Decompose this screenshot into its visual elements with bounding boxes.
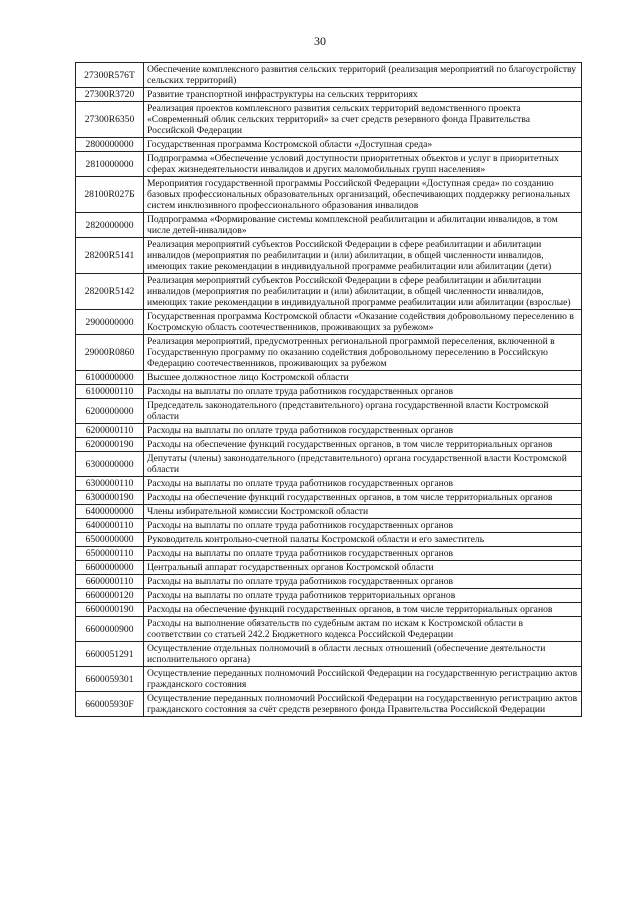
row-code: 6600000000 [76, 561, 144, 575]
row-code: 6600051291 [76, 642, 144, 667]
table-row [76, 561, 582, 575]
table-row [76, 603, 582, 617]
table-row [76, 477, 582, 491]
row-code: 6300000110 [76, 477, 144, 491]
row-code: 6600000110 [76, 575, 144, 589]
row-code: 6300000000 [76, 452, 144, 477]
row-description: Расходы на выплаты по оплате труда работников государственных органов [144, 547, 582, 561]
row-code: 6600000900 [76, 617, 144, 642]
row-code: 28100R027Б [76, 177, 144, 213]
row-description: Члены избирательной комиссии Костромской области [144, 505, 582, 519]
row-code: 6600059301 [76, 667, 144, 692]
row-code: 6400000110 [76, 519, 144, 533]
row-code: 6500000110 [76, 547, 144, 561]
table-row [76, 589, 582, 603]
row-description: Расходы на обеспечение функций государственных органов, в том числе территориальных органов [144, 438, 582, 452]
row-description: Мероприятия государственной программы Российской Федерации «Доступная среда» по созданию базовых профессиональных образовательных организаций, обеспечивающих поддержку региональных систем инклюзивного профессионального образования инвалидов [144, 177, 582, 213]
budget-classification-table [75, 62, 582, 717]
row-description: Осуществление переданных полномочий Российской Федерации на государственную регистрацию актов гражданского состояния [144, 667, 582, 692]
row-code: 28200R5141 [76, 238, 144, 274]
row-description: Руководитель контрольно-счетной палаты Костромской области и его заместитель [144, 533, 582, 547]
row-description: Реализация мероприятий субъектов Российской Федерации в сфере реабилитации и абилитации инвалидов (мероприятия по реабилитации и (или) абилитации, в общей численности инвалидов, имеющих такие рекомендации в индивидуальной программе реабилитации или абилитации (взрослые) [144, 274, 582, 310]
row-code: 6600000120 [76, 589, 144, 603]
table-row [76, 213, 582, 238]
row-code: 6400000000 [76, 505, 144, 519]
table-row [76, 642, 582, 667]
table-row [76, 533, 582, 547]
table-row [76, 424, 582, 438]
row-description: Расходы на обеспечение функций государственных органов, в том числе территориальных органов [144, 491, 582, 505]
table-row [76, 385, 582, 399]
table-row [76, 138, 582, 152]
row-code: 6300000190 [76, 491, 144, 505]
row-description: Реализация мероприятий, предусмотренных региональной программой переселения, включенной в Государственную программу по оказанию содействия добровольному переселению в Российскую Федерацию соотечественников, проживающих за рубежом [144, 335, 582, 371]
table-row [76, 238, 582, 274]
row-description: Осуществление переданных полномочий Российской Федерации на государственную регистрацию актов гражданского состояния за счёт средств резервного фонда Правительства Российской Федерации [144, 692, 582, 717]
row-description: Расходы на выплаты по оплате труда работников государственных органов [144, 519, 582, 533]
row-description: Государственная программа Костромской области «Доступная среда» [144, 138, 582, 152]
row-code: 2800000000 [76, 138, 144, 152]
table-row [76, 88, 582, 102]
row-description: Осуществление отдельных полномочий в области лесных отношений (обеспечение деятельности исполнительного органа) [144, 642, 582, 667]
table-row [76, 63, 582, 88]
row-description: Обеспечение комплексного развития сельских территорий (реализация мероприятий по благоустройству сельских территорий) [144, 63, 582, 88]
row-description: Государственная программа Костромской области «Оказание содействия добровольному переселению в Костромскую область соотечественников, проживающих за рубежом» [144, 310, 582, 335]
row-code: 660005930F [76, 692, 144, 717]
table-row [76, 371, 582, 385]
table-body [76, 63, 582, 717]
table-row [76, 177, 582, 213]
row-code: 27300R576T [76, 63, 144, 88]
row-code: 6200000110 [76, 424, 144, 438]
page-number: 30 [314, 34, 326, 48]
row-description: Расходы на выплаты по оплате труда работников государственных органов [144, 477, 582, 491]
table-row [76, 452, 582, 477]
row-code: 6200000190 [76, 438, 144, 452]
table-row [76, 399, 582, 424]
row-code: 2810000000 [76, 152, 144, 177]
row-code: 28200R5142 [76, 274, 144, 310]
table-row [76, 617, 582, 642]
row-description: Реализация проектов комплексного развития сельских территорий ведомственного проекта «Современный облик сельских территорий» за счет средств резервного фонда Правительства Российской Федерации [144, 102, 582, 138]
table-row [76, 547, 582, 561]
table-row [76, 335, 582, 371]
row-code: 2900000000 [76, 310, 144, 335]
row-description: Развитие транспортной инфраструктуры на сельских территориях [144, 88, 582, 102]
table-row [76, 152, 582, 177]
row-description: Реализация мероприятий субъектов Российской Федерации в сфере реабилитации и абилитации инвалидов (мероприятия по реабилитации и (или) абилитации, в общей численности инвалидов, имеющих такие рекомендации в индивидуальной программе реабилитации или абилитации (дети) [144, 238, 582, 274]
row-code: 27300R3720 [76, 88, 144, 102]
row-code: 6500000000 [76, 533, 144, 547]
table-row [76, 519, 582, 533]
table-row [76, 310, 582, 335]
table-row [76, 692, 582, 717]
row-description: Расходы на выплаты по оплате труда работников государственных органов [144, 575, 582, 589]
table-row [76, 575, 582, 589]
row-description: Центральный аппарат государственных органов Костромской области [144, 561, 582, 575]
row-code: 6100000110 [76, 385, 144, 399]
row-description: Расходы на обеспечение функций государственных органов, в том числе территориальных органов [144, 603, 582, 617]
table-row [76, 274, 582, 310]
row-description: Расходы на выплаты по оплате труда работников государственных органов [144, 424, 582, 438]
row-code: 29000R0860 [76, 335, 144, 371]
row-code: 6100000000 [76, 371, 144, 385]
row-description: Расходы на выплаты по оплате труда работников государственных органов [144, 385, 582, 399]
row-code: 2820000000 [76, 213, 144, 238]
row-description: Расходы на выплаты по оплате труда работников территориальных органов [144, 589, 582, 603]
table-row [76, 505, 582, 519]
row-description: Председатель законодательного (представительного) органа государственной власти Костромской области [144, 399, 582, 424]
row-code: 6600000190 [76, 603, 144, 617]
row-code: 27300R6350 [76, 102, 144, 138]
table-row [76, 102, 582, 138]
row-description: Расходы на выполнение обязательств по судебным актам по искам к Костромской области в соответствии со статьей 242.2 Бюджетного кодекса Российской Федерации [144, 617, 582, 642]
row-description: Подпрограмма «Обеспечение условий доступности приоритетных объектов и услуг в приоритетных сферах жизнедеятельности инвалидов и других маломобильных групп населения» [144, 152, 582, 177]
table-row [76, 491, 582, 505]
table-row [76, 438, 582, 452]
row-description: Подпрограмма «Формирование системы комплексной реабилитации и абилитации инвалидов, в том числе детей-инвалидов» [144, 213, 582, 238]
row-description: Высшее должностное лицо Костромской области [144, 371, 582, 385]
table-row [76, 667, 582, 692]
row-code: 6200000000 [76, 399, 144, 424]
row-description: Депутаты (члены) законодательного (представительного) органа государственной власти Костромской области [144, 452, 582, 477]
